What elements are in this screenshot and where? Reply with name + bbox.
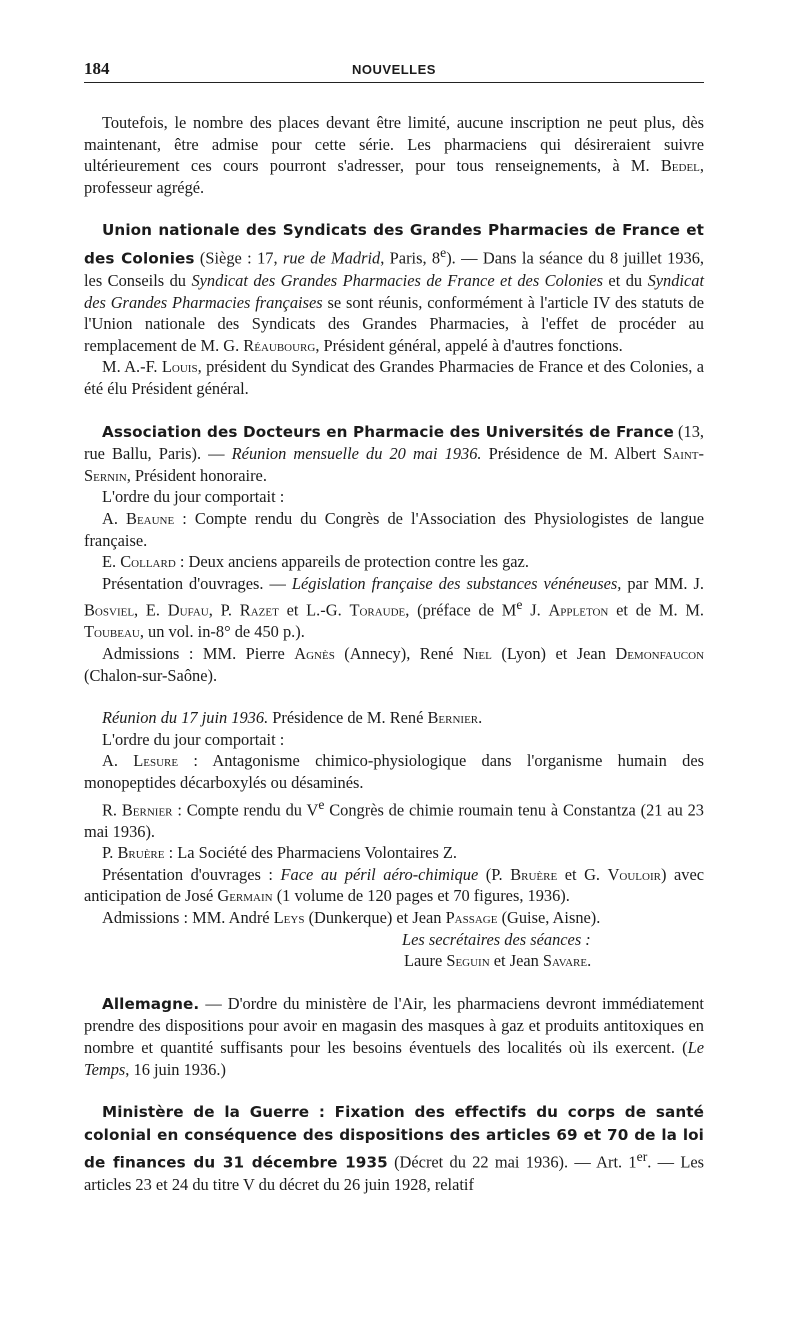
person-name: Réaubourg <box>243 335 316 355</box>
association-paragraph: Association des Docteurs en Pharmacie des Universités de France (13, rue Ballu, Paris). — Réunion mensuelle du 20 mai 1936. Présidence de M. Albert Saint-Sernin, Président honoraire. <box>84 421 704 485</box>
section-heading: Ministère de la Guerre : Fixation des effectifs du corps de santé colonial en conséquence des dispositions des articles 69 et 70 de la loi de finances du 31 décembre 1935 <box>84 1103 704 1172</box>
meeting2-title: Réunion du 17 juin 1936. Présidence de M. René Bernier. <box>102 708 483 728</box>
section-heading: Association des Docteurs en Pharmacie des Universités de France <box>102 422 674 441</box>
person-name: Louis <box>161 357 198 377</box>
ministere-paragraph: Ministère de la Guerre : Fixation des effectifs du corps de santé colonial en conséquence des dispositions des articles 69 et 70 de la loi de finances du 31 décembre 1935 (Décret du 22 mai 1936). — Art. 1er. — Les articles 23 et 24 du titre V du décret du 26 juin 1928, relatif <box>84 1103 704 1195</box>
agenda-item: A. Lesure : Antagonisme chimico-physiologique dans l'organisme humain des monopeptides décarboxylés ou désaminés. <box>84 751 704 792</box>
page-body <box>84 112 704 1196</box>
page-header <box>84 58 704 83</box>
union-paragraph-2: M. A.-F. Louis, président du Syndicat des Grandes Pharmacies de France et des Colonies, a été élu Président général. <box>84 357 704 398</box>
signature-title: Les secrétaires des séances : <box>402 929 591 949</box>
section-heading: Union nationale des Syndicats des Grandes Pharmacies de France et des Colonies <box>84 221 704 268</box>
running-title: NOUVELLES <box>352 62 436 77</box>
person-name: Bedel <box>660 156 700 176</box>
agenda-line: L'ordre du jour comportait : <box>102 729 285 749</box>
agenda-item: R. Bernier : Compte rendu du Ve Congrès de chimie roumain tenu à Constantza (21 au 23 mai 1936). <box>84 796 704 841</box>
presentation-paragraph: Présentation d'ouvrages : Face au péril aéro-chimique (P. Bruère et G. Vouloir) avec anticipation de José Germain (1 volume de 120 pages et 70 figures, 1936). <box>84 864 704 906</box>
person-name: Saint-Sernin <box>84 444 704 485</box>
agenda-line: L'ordre du jour comportait : <box>102 487 285 507</box>
agenda-item: E. Collard : Deux anciens appareils de protection contre les gaz. <box>102 552 529 572</box>
admissions-paragraph: Admissions : MM. Pierre Agnès (Annecy), René Niel (Lyon) et Jean Demonfaucon (Chalon-sur-Saône). <box>84 644 705 685</box>
agenda-item: P. Bruère : La Société des Pharmaciens Volontaires Z. <box>102 843 458 863</box>
signature-names: Laure Seguin et Jean Savare. <box>404 951 592 971</box>
allemagne-paragraph: Allemagne. — D'ordre du ministère de l'Air, les pharmaciens devront immédiatement prendre des dispositions pour avoir en magasin des masques à gaz et produits antitoxiques en nombre et quantité suffisants pour les besoins éventuels des localités où ils exercent. (Le Temps, 16 juin 1936.) <box>84 993 704 1079</box>
agenda-item: A. Beaune : Compte rendu du Congrès de l'Association des Physiologistes de langue française. <box>84 508 704 550</box>
page-number: 184 <box>84 59 110 78</box>
intro-paragraph: Toutefois, le nombre des places devant être limité, aucune inscription ne peut plus, dès maintenant, être admise pour cette série. Les pharmaciens qui désireraient suivre ultérieurement ces cours pourront s'adresser, pour tous renseignements, à M. Bedel, professeur agrégé. <box>84 113 704 197</box>
union-paragraph: Union nationale des Syndicats des Grandes Pharmacies de France et des Colonies (Siège : 17, rue de Madrid, Paris, 8e). — Dans la séance du 8 juillet 1936, les Conseils du Syndicat des Grandes Pharmacies de France et des Colonies et du Syndicat des Grandes Pharmacies françaises se sont réunis, conformément à l'article IV des statuts de l'Union nationale des Syndicats des Grandes Pharmacies, à l'effet de procéder au remplacement de M. G. Réaubourg, Président général, appelé à d'autres fonctions. <box>84 221 705 355</box>
presentation-paragraph: Présentation d'ouvrages. — Législation française des substances vénéneuses, par MM. J. Bosviel, E. Dufau, P. Razet et L.-G. Toraude, (préface de Me J. Appleton et de M. M. Toubeau, un vol. in-8° de 450 p.). <box>84 573 705 642</box>
section-heading: Allemagne. <box>102 994 200 1013</box>
admissions-paragraph: Admissions : MM. André Leys (Dunkerque) et Jean Passage (Guise, Aisne). <box>102 908 601 927</box>
